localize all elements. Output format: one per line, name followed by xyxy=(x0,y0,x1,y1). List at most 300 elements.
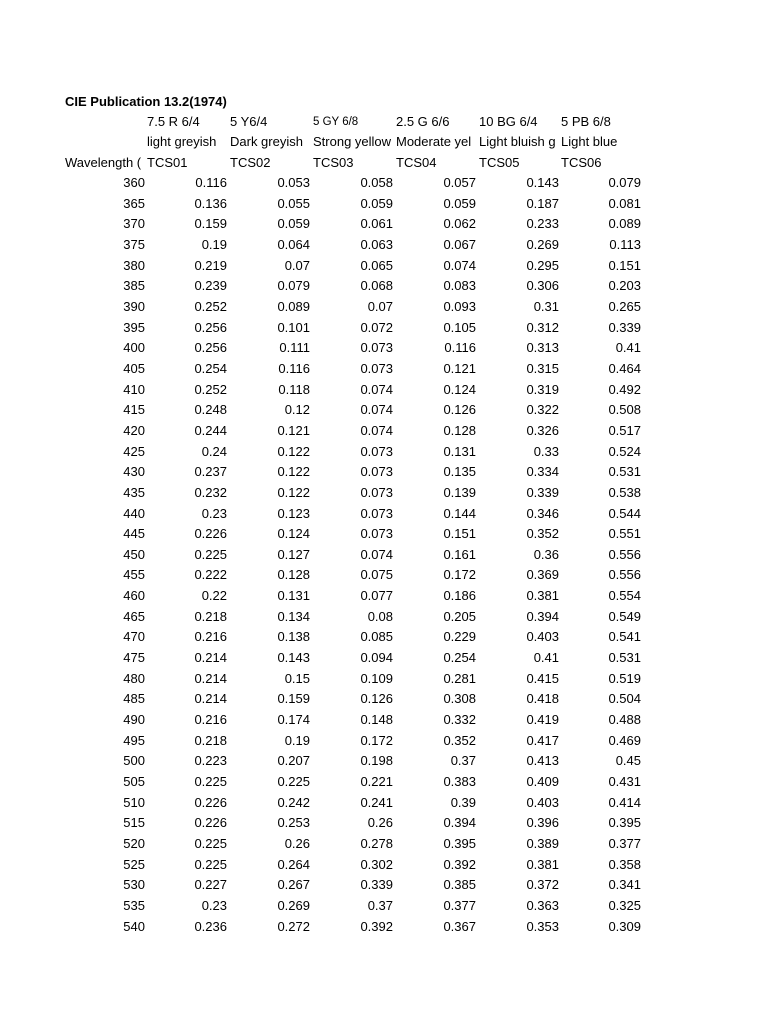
tcs06-cell: 0.45 xyxy=(615,753,641,769)
tcs02-cell: 0.124 xyxy=(277,526,310,542)
table-row xyxy=(0,896,768,917)
tcs06-cell: 0.504 xyxy=(608,691,641,707)
tcs03-cell: 0.241 xyxy=(360,794,393,810)
wavelength-cell: 405 xyxy=(123,360,145,376)
wavelength-cell: 480 xyxy=(123,670,145,686)
tcs06-cell: 0.079 xyxy=(608,175,641,190)
tcs04-cell: 0.059 xyxy=(443,195,476,211)
tcs02-cell: 0.15 xyxy=(284,670,310,686)
tcs03-cell: 0.068 xyxy=(360,278,393,294)
tcs05-cell: 0.409 xyxy=(526,774,559,790)
tcs01-cell: 0.225 xyxy=(194,836,227,851)
tcs02-cell: 0.116 xyxy=(278,360,310,376)
table-row xyxy=(0,380,768,401)
code-tcs04: TCS04 xyxy=(396,155,437,170)
tcs03-cell: 0.073 xyxy=(360,526,393,542)
tcs06-cell: 0.469 xyxy=(608,732,641,748)
munsell-header-row xyxy=(0,112,768,132)
tcs03-cell: 0.073 xyxy=(360,340,393,356)
table-row xyxy=(0,586,768,607)
tcs02-cell: 0.07 xyxy=(284,257,310,273)
data-table-body xyxy=(0,173,768,937)
tcs02-cell: 0.122 xyxy=(277,464,310,480)
table-row xyxy=(0,421,768,442)
tcs06-cell: 0.358 xyxy=(608,856,641,872)
tcs01-cell: 0.256 xyxy=(194,340,227,356)
tcs04-cell: 0.083 xyxy=(443,278,476,294)
tcs04-cell: 0.172 xyxy=(443,567,476,583)
tcs04-cell: 0.067 xyxy=(443,236,476,252)
tcs03-cell: 0.339 xyxy=(360,877,393,893)
tcs06-cell: 0.377 xyxy=(608,836,641,851)
table-row xyxy=(0,173,768,194)
tcs01-cell: 0.219 xyxy=(194,257,227,273)
tcs01-cell: 0.116 xyxy=(195,175,227,190)
tcs06-cell: 0.203 xyxy=(608,278,641,294)
tcs05-cell: 0.269 xyxy=(526,236,559,252)
tcs01-cell: 0.254 xyxy=(194,360,227,376)
table-row xyxy=(0,504,768,525)
tcs03-cell: 0.094 xyxy=(360,650,393,666)
tcs03-cell: 0.072 xyxy=(360,319,393,335)
tcs06-cell: 0.395 xyxy=(608,815,641,831)
code-tcs01: TCS01 xyxy=(147,155,188,170)
munsell-tcs05: 10 BG 6/4 xyxy=(479,114,538,129)
tcs01-cell: 0.214 xyxy=(194,691,227,707)
tcs03-cell: 0.07 xyxy=(367,298,393,314)
wavelength-column-header: Wavelength ( xyxy=(65,155,142,170)
tcs04-cell: 0.105 xyxy=(443,319,476,335)
tcs02-cell: 0.055 xyxy=(277,195,310,211)
code-tcs06: TCS06 xyxy=(561,155,602,170)
wavelength-cell: 535 xyxy=(123,897,145,913)
wavelength-cell: 490 xyxy=(123,712,145,728)
tcs02-cell: 0.26 xyxy=(284,836,310,851)
tcs03-cell: 0.061 xyxy=(360,216,393,232)
wavelength-cell: 370 xyxy=(123,216,145,232)
wavelength-cell: 465 xyxy=(123,608,145,624)
wavelength-cell: 530 xyxy=(123,877,145,893)
tcs01-cell: 0.159 xyxy=(194,216,227,232)
munsell-tcs03: 5 GY 6/8 xyxy=(313,116,359,128)
tcs05-cell: 0.417 xyxy=(526,732,559,748)
tcs01-cell: 0.22 xyxy=(201,588,227,604)
tcs04-cell: 0.352 xyxy=(443,732,476,748)
tcs02-cell: 0.143 xyxy=(277,650,310,666)
tcs04-cell: 0.332 xyxy=(443,712,476,728)
tcs06-cell: 0.524 xyxy=(608,443,641,459)
tcs03-cell: 0.085 xyxy=(360,629,393,645)
tcs05-cell: 0.352 xyxy=(526,526,559,542)
table-row xyxy=(0,524,768,545)
color-name-tcs03: Strong yellow xyxy=(313,134,392,149)
wavelength-cell: 505 xyxy=(123,774,145,790)
tcs04-cell: 0.39 xyxy=(450,794,476,810)
wavelength-cell: 440 xyxy=(123,505,145,521)
tcs02-cell: 0.121 xyxy=(277,422,310,438)
table-row xyxy=(0,751,768,772)
color-name-tcs06: Light blue xyxy=(561,134,618,149)
tcs05-cell: 0.295 xyxy=(526,257,559,273)
tcs02-cell: 0.253 xyxy=(277,815,310,831)
tcs06-cell: 0.531 xyxy=(608,650,641,666)
tcs02-cell: 0.059 xyxy=(277,216,310,232)
table-row xyxy=(0,917,768,938)
tcs01-cell: 0.226 xyxy=(194,815,227,831)
tcs03-cell: 0.074 xyxy=(360,546,393,562)
tcs03-cell: 0.073 xyxy=(360,464,393,480)
table-row xyxy=(0,194,768,215)
code-tcs02: TCS02 xyxy=(230,155,271,170)
tcs05-cell: 0.372 xyxy=(526,877,559,893)
tcs06-cell: 0.339 xyxy=(608,319,641,335)
tcs02-cell: 0.079 xyxy=(277,278,310,294)
tcs04-cell: 0.124 xyxy=(443,381,476,397)
tcs06-cell: 0.556 xyxy=(608,567,641,583)
munsell-tcs01: 7.5 R 6/4 xyxy=(147,114,200,129)
table-row xyxy=(0,235,768,256)
tcs06-cell: 0.488 xyxy=(608,712,641,728)
tcs06-cell: 0.531 xyxy=(608,464,641,480)
table-row xyxy=(0,297,768,318)
tcs04-cell: 0.254 xyxy=(443,650,476,666)
wavelength-cell: 515 xyxy=(123,815,145,831)
tcs02-cell: 0.053 xyxy=(277,175,310,190)
table-row xyxy=(0,772,768,793)
table-row xyxy=(0,731,768,752)
tcs02-cell: 0.131 xyxy=(277,588,310,604)
tcs05-cell: 0.381 xyxy=(526,588,559,604)
tcs04-cell: 0.074 xyxy=(443,257,476,273)
tcs05-cell: 0.319 xyxy=(526,381,559,397)
tcs01-cell: 0.232 xyxy=(194,484,227,500)
tcs04-cell: 0.383 xyxy=(443,774,476,790)
tcs06-cell: 0.541 xyxy=(608,629,641,645)
table-row xyxy=(0,648,768,669)
tcs01-cell: 0.244 xyxy=(194,422,227,438)
wavelength-cell: 360 xyxy=(123,175,145,190)
color-name-tcs02: Dark greyish xyxy=(230,134,303,149)
tcs03-cell: 0.172 xyxy=(360,732,393,748)
wavelength-cell: 540 xyxy=(123,918,145,934)
wavelength-cell: 475 xyxy=(123,650,145,666)
tcs06-cell: 0.492 xyxy=(608,381,641,397)
tcs04-cell: 0.161 xyxy=(443,546,476,562)
tcs02-cell: 0.264 xyxy=(277,856,310,872)
tcs04-cell: 0.144 xyxy=(443,505,476,521)
wavelength-cell: 450 xyxy=(123,546,145,562)
tcs02-cell: 0.127 xyxy=(277,546,310,562)
tcs01-cell: 0.24 xyxy=(201,443,227,459)
wavelength-cell: 400 xyxy=(123,340,145,356)
tcs04-cell: 0.116 xyxy=(444,340,476,356)
tcs05-cell: 0.346 xyxy=(526,505,559,521)
tcs04-cell: 0.135 xyxy=(443,464,476,480)
wavelength-cell: 425 xyxy=(123,443,145,459)
tcs05-cell: 0.381 xyxy=(526,856,559,872)
table-row xyxy=(0,442,768,463)
table-row xyxy=(0,276,768,297)
wavelength-cell: 435 xyxy=(123,484,145,500)
tcs01-cell: 0.218 xyxy=(194,608,227,624)
tcs02-cell: 0.19 xyxy=(284,732,310,748)
tcs01-cell: 0.136 xyxy=(194,195,227,211)
tcs03-cell: 0.073 xyxy=(360,443,393,459)
table-row xyxy=(0,483,768,504)
tcs02-cell: 0.089 xyxy=(277,298,310,314)
table-row xyxy=(0,627,768,648)
tcs06-cell: 0.414 xyxy=(608,794,641,810)
tcs05-cell: 0.418 xyxy=(526,691,559,707)
tcs01-cell: 0.214 xyxy=(194,670,227,686)
wavelength-cell: 510 xyxy=(123,794,145,810)
tcs03-cell: 0.073 xyxy=(360,505,393,521)
tcs05-cell: 0.396 xyxy=(526,815,559,831)
wavelength-cell: 470 xyxy=(123,629,145,645)
tcs06-cell: 0.325 xyxy=(608,897,641,913)
tcs05-cell: 0.187 xyxy=(526,195,559,211)
wavelength-cell: 520 xyxy=(123,836,145,851)
tcs05-cell: 0.369 xyxy=(526,567,559,583)
tcs06-cell: 0.265 xyxy=(608,298,641,314)
tcs02-cell: 0.272 xyxy=(277,918,310,934)
wavelength-cell: 375 xyxy=(123,236,145,252)
color-name-tcs01: light greyish xyxy=(147,134,217,149)
munsell-tcs06: 5 PB 6/8 xyxy=(561,114,611,129)
tcs03-cell: 0.059 xyxy=(360,195,393,211)
tcs03-cell: 0.074 xyxy=(360,422,393,438)
tcs06-cell: 0.464 xyxy=(608,360,641,376)
tcs04-cell: 0.308 xyxy=(443,691,476,707)
table-row xyxy=(0,545,768,566)
tcs04-cell: 0.126 xyxy=(443,402,476,418)
tcs03-cell: 0.221 xyxy=(360,774,393,790)
tcs05-cell: 0.334 xyxy=(526,464,559,480)
tcs05-cell: 0.363 xyxy=(526,897,559,913)
wavelength-cell: 495 xyxy=(123,732,145,748)
tcs01-cell: 0.248 xyxy=(194,402,227,418)
table-row xyxy=(0,256,768,277)
table-row xyxy=(0,710,768,731)
table-row xyxy=(0,318,768,339)
tcs06-cell: 0.549 xyxy=(608,608,641,624)
tcs01-cell: 0.225 xyxy=(194,774,227,790)
tcs05-cell: 0.353 xyxy=(526,918,559,934)
color-name-header-row xyxy=(0,132,768,152)
table-row xyxy=(0,565,768,586)
table-row xyxy=(0,855,768,876)
tcs03-cell: 0.077 xyxy=(360,588,393,604)
tcs03-cell: 0.073 xyxy=(360,360,393,376)
tcs04-cell: 0.151 xyxy=(443,526,476,542)
wavelength-cell: 410 xyxy=(123,381,145,397)
tcs05-cell: 0.31 xyxy=(533,298,559,314)
tcs01-cell: 0.237 xyxy=(194,464,227,480)
table-row xyxy=(0,338,768,359)
tcs06-cell: 0.551 xyxy=(608,526,641,542)
munsell-tcs02: 5 Y6/4 xyxy=(230,114,268,129)
table-row xyxy=(0,400,768,421)
color-name-tcs04: Moderate yel xyxy=(396,134,472,149)
tcs05-cell: 0.339 xyxy=(526,484,559,500)
tcs01-cell: 0.226 xyxy=(194,794,227,810)
code-tcs05: TCS05 xyxy=(479,155,520,170)
tcs04-cell: 0.229 xyxy=(443,629,476,645)
tcs02-cell: 0.128 xyxy=(277,567,310,583)
tcs01-cell: 0.218 xyxy=(194,732,227,748)
tcs03-cell: 0.302 xyxy=(360,856,393,872)
code-header-row xyxy=(0,153,768,173)
tcs06-cell: 0.41 xyxy=(615,340,641,356)
tcs01-cell: 0.256 xyxy=(194,319,227,335)
tcs02-cell: 0.138 xyxy=(277,629,310,645)
tcs01-cell: 0.214 xyxy=(194,650,227,666)
tcs05-cell: 0.389 xyxy=(526,836,559,851)
tcs04-cell: 0.377 xyxy=(443,897,476,913)
tcs02-cell: 0.122 xyxy=(277,484,310,500)
table-row xyxy=(0,359,768,380)
tcs04-cell: 0.281 xyxy=(443,670,476,686)
tcs02-cell: 0.111 xyxy=(279,340,310,356)
table-row xyxy=(0,462,768,483)
tcs02-cell: 0.207 xyxy=(277,753,310,769)
tcs01-cell: 0.239 xyxy=(194,278,227,294)
tcs05-cell: 0.415 xyxy=(526,670,559,686)
tcs03-cell: 0.063 xyxy=(360,236,393,252)
tcs03-cell: 0.109 xyxy=(360,670,393,686)
wavelength-cell: 455 xyxy=(123,567,145,583)
tcs03-cell: 0.058 xyxy=(360,175,393,190)
tcs03-cell: 0.065 xyxy=(360,257,393,273)
wavelength-cell: 365 xyxy=(123,195,145,211)
tcs04-cell: 0.062 xyxy=(443,216,476,232)
tcs06-cell: 0.113 xyxy=(609,236,641,252)
table-row xyxy=(0,214,768,235)
table-row xyxy=(0,689,768,710)
tcs02-cell: 0.123 xyxy=(277,505,310,521)
tcs06-cell: 0.341 xyxy=(608,877,641,893)
tcs01-cell: 0.225 xyxy=(194,546,227,562)
wavelength-cell: 420 xyxy=(123,422,145,438)
wavelength-cell: 525 xyxy=(123,856,145,872)
tcs05-cell: 0.403 xyxy=(526,794,559,810)
tcs02-cell: 0.134 xyxy=(277,608,310,624)
tcs06-cell: 0.081 xyxy=(608,195,641,211)
tcs05-cell: 0.313 xyxy=(526,340,559,356)
tcs06-cell: 0.519 xyxy=(608,670,641,686)
tcs05-cell: 0.312 xyxy=(526,319,559,335)
tcs05-cell: 0.143 xyxy=(526,175,559,190)
tcs02-cell: 0.122 xyxy=(277,443,310,459)
tcs02-cell: 0.12 xyxy=(284,402,310,418)
wavelength-cell: 430 xyxy=(123,464,145,480)
wavelength-cell: 485 xyxy=(123,691,145,707)
tcs02-cell: 0.174 xyxy=(277,712,310,728)
wavelength-cell: 500 xyxy=(123,753,145,769)
tcs05-cell: 0.41 xyxy=(533,650,559,666)
tcs04-cell: 0.392 xyxy=(443,856,476,872)
tcs01-cell: 0.226 xyxy=(194,526,227,542)
tcs01-cell: 0.223 xyxy=(194,753,227,769)
tcs02-cell: 0.267 xyxy=(277,877,310,893)
tcs06-cell: 0.089 xyxy=(608,216,641,232)
tcs02-cell: 0.101 xyxy=(277,319,310,335)
table-row xyxy=(0,793,768,814)
tcs06-cell: 0.431 xyxy=(608,774,641,790)
tcs01-cell: 0.252 xyxy=(194,381,227,397)
tcs05-cell: 0.322 xyxy=(526,402,559,418)
tcs02-cell: 0.118 xyxy=(278,381,310,397)
wavelength-cell: 445 xyxy=(123,526,145,542)
tcs01-cell: 0.19 xyxy=(201,236,227,252)
tcs02-cell: 0.269 xyxy=(277,897,310,913)
wavelength-cell: 415 xyxy=(123,402,145,418)
tcs02-cell: 0.242 xyxy=(277,794,310,810)
tcs03-cell: 0.08 xyxy=(367,608,393,624)
tcs05-cell: 0.394 xyxy=(526,608,559,624)
code-tcs03: TCS03 xyxy=(313,155,354,170)
wavelength-cell: 385 xyxy=(123,278,145,294)
tcs05-cell: 0.33 xyxy=(533,443,559,459)
tcs01-cell: 0.216 xyxy=(194,712,227,728)
tcs04-cell: 0.139 xyxy=(443,484,476,500)
tcs01-cell: 0.252 xyxy=(194,298,227,314)
wavelength-cell: 460 xyxy=(123,588,145,604)
tcs03-cell: 0.126 xyxy=(360,691,393,707)
tcs03-cell: 0.148 xyxy=(360,712,393,728)
tcs05-cell: 0.413 xyxy=(526,753,559,769)
tcs06-cell: 0.151 xyxy=(608,257,641,273)
tcs04-cell: 0.093 xyxy=(443,298,476,314)
tcs01-cell: 0.227 xyxy=(194,877,227,893)
tcs04-cell: 0.367 xyxy=(443,918,476,934)
tcs05-cell: 0.403 xyxy=(526,629,559,645)
tcs02-cell: 0.064 xyxy=(277,236,310,252)
tcs04-cell: 0.385 xyxy=(443,877,476,893)
tcs05-cell: 0.326 xyxy=(526,422,559,438)
tcs03-cell: 0.074 xyxy=(360,381,393,397)
tcs04-cell: 0.131 xyxy=(443,443,476,459)
tcs06-cell: 0.556 xyxy=(608,546,641,562)
tcs01-cell: 0.236 xyxy=(194,918,227,934)
tcs04-cell: 0.186 xyxy=(443,588,476,604)
color-name-tcs05: Light bluish g xyxy=(479,134,556,149)
tcs01-cell: 0.23 xyxy=(201,505,227,521)
tcs01-cell: 0.216 xyxy=(194,629,227,645)
tcs06-cell: 0.554 xyxy=(608,588,641,604)
wavelength-cell: 390 xyxy=(123,298,145,314)
tcs03-cell: 0.075 xyxy=(360,567,393,583)
tcs03-cell: 0.278 xyxy=(360,836,393,851)
tcs03-cell: 0.37 xyxy=(367,897,393,913)
tcs06-cell: 0.508 xyxy=(608,402,641,418)
tcs04-cell: 0.37 xyxy=(450,753,476,769)
wavelength-cell: 395 xyxy=(123,319,145,335)
tcs05-cell: 0.306 xyxy=(526,278,559,294)
table-row xyxy=(0,834,768,855)
table-row xyxy=(0,607,768,628)
tcs04-cell: 0.205 xyxy=(443,608,476,624)
tcs06-cell: 0.538 xyxy=(608,484,641,500)
tcs01-cell: 0.23 xyxy=(201,897,227,913)
tcs02-cell: 0.159 xyxy=(277,691,310,707)
tcs01-cell: 0.225 xyxy=(194,856,227,872)
tcs05-cell: 0.36 xyxy=(533,546,559,562)
tcs05-cell: 0.315 xyxy=(526,360,559,376)
tcs04-cell: 0.394 xyxy=(443,815,476,831)
tcs05-cell: 0.419 xyxy=(526,712,559,728)
page-title: CIE Publication 13.2(1974) xyxy=(65,94,227,109)
